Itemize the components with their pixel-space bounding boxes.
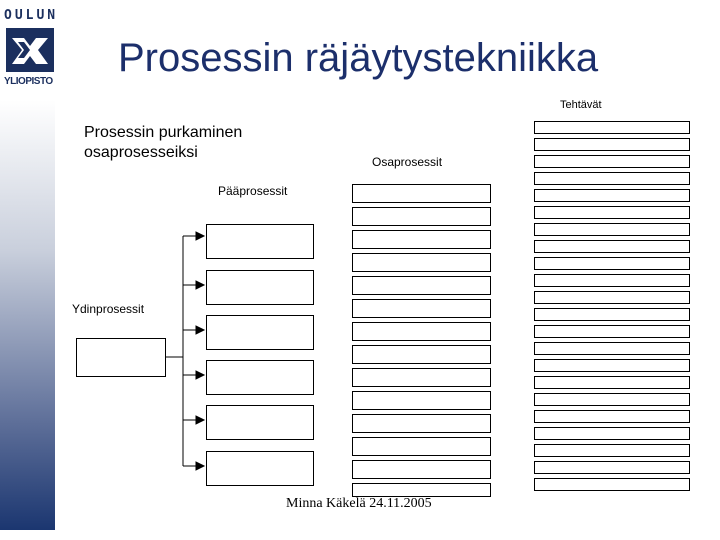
subprocess-box bbox=[352, 368, 491, 387]
subprocess-box bbox=[352, 437, 491, 456]
task-box bbox=[534, 155, 690, 168]
logo-top-text: OULUN bbox=[4, 8, 59, 23]
task-box bbox=[534, 444, 690, 457]
task-box bbox=[534, 478, 690, 491]
tasks-label: Tehtävät bbox=[560, 99, 602, 111]
main-process-box bbox=[206, 270, 314, 305]
core-processes-label: Ydinprosessit bbox=[72, 302, 145, 316]
subprocess-box bbox=[352, 460, 491, 479]
subprocess-box bbox=[352, 207, 491, 226]
task-box bbox=[534, 240, 690, 253]
main-process-box bbox=[206, 451, 314, 486]
subprocess-box bbox=[352, 391, 491, 410]
footer-author-date: Minna Käkelä 24.11.2005 bbox=[286, 496, 432, 511]
subprocess-box bbox=[352, 184, 491, 203]
subprocess-box bbox=[352, 414, 491, 433]
task-column bbox=[534, 121, 690, 493]
main-processes-label: Pääprosessit bbox=[218, 184, 288, 198]
task-box bbox=[534, 393, 690, 406]
main-process-box bbox=[206, 224, 314, 259]
arrowhead-icon bbox=[196, 371, 204, 379]
main-process-box bbox=[206, 315, 314, 350]
task-box bbox=[534, 359, 690, 372]
subprocess-box bbox=[352, 299, 491, 318]
main-process-box bbox=[206, 405, 314, 440]
logo-bottom-text: YLIOPISTO bbox=[4, 76, 53, 87]
task-box bbox=[534, 461, 690, 474]
task-box bbox=[534, 427, 690, 440]
subprocess-box bbox=[352, 322, 491, 341]
subprocess-box bbox=[352, 230, 491, 249]
arrowhead-icon bbox=[196, 462, 204, 470]
subprocess-box bbox=[352, 483, 491, 497]
task-box bbox=[534, 376, 690, 389]
task-box bbox=[534, 138, 690, 151]
task-box bbox=[534, 308, 690, 321]
task-box bbox=[534, 257, 690, 270]
arrowhead-icon bbox=[196, 416, 204, 424]
subprocesses-label: Osaprosessit bbox=[372, 155, 443, 169]
subprocess-box bbox=[352, 345, 491, 364]
subprocess-column bbox=[352, 184, 491, 497]
task-box bbox=[534, 189, 690, 202]
task-box bbox=[534, 342, 690, 355]
task-box bbox=[534, 223, 690, 236]
subprocess-box bbox=[352, 253, 491, 272]
task-box bbox=[534, 291, 690, 304]
heading-line-2: osaprosesseiksi bbox=[84, 144, 198, 161]
main-process-box bbox=[206, 360, 314, 395]
task-box bbox=[534, 410, 690, 423]
arrowhead-icon bbox=[196, 326, 204, 334]
arrowhead-icon bbox=[196, 281, 204, 289]
task-box bbox=[534, 206, 690, 219]
task-box bbox=[534, 274, 690, 287]
task-box bbox=[534, 325, 690, 338]
core-process-box bbox=[76, 338, 166, 377]
arrowhead-icon bbox=[196, 232, 204, 240]
subprocess-box bbox=[352, 276, 491, 295]
task-box bbox=[534, 172, 690, 185]
heading-line-1: Prosessin purkaminen bbox=[84, 124, 243, 141]
task-box bbox=[534, 121, 690, 134]
page-title: Prosessin räjäytystekniikka bbox=[118, 36, 599, 80]
